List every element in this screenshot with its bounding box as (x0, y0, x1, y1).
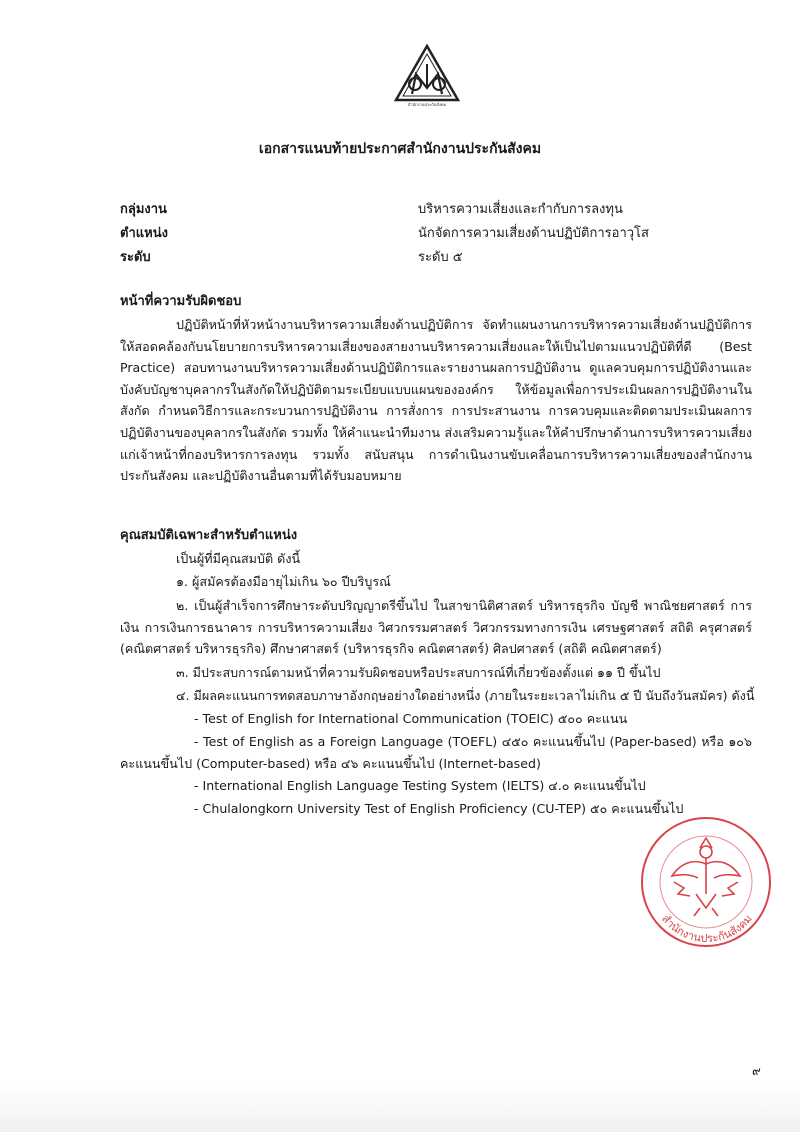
position-value: นักจัดการความเสี่ยงด้านปฏิบัติการอาวุโส (418, 226, 649, 241)
qualifications-intro: เป็นผู้ที่มีคุณสมบัติ ดังนี้ (176, 551, 301, 566)
svg-text:สำนักงานประกันสังคม (659, 912, 755, 945)
logo-caption: สำนักงานประกันสังคม (407, 102, 447, 107)
group-label: กลุ่มงาน (120, 202, 167, 217)
qualifications-heading: คุณสมบัติเฉพาะสำหรับตำแหน่ง (120, 528, 298, 543)
page-number: ๙ (752, 1064, 761, 1078)
ielts-requirement: - International English Language Testing System (IELTS) ๔.๐ คะแนนขึ้นไป (194, 778, 646, 793)
duties-text: ปฏิบัติหน้าที่หัวหน้างานบริหารความเสี่ยงด้านปฏิบัติการ จัดทำแผนงานการบริหารความเสี่ยงด้านปฏิบัติการให้สอดคล้องกับนโยบายการบริหารความเสี่ยงของสายงานบริหารความเสี่ยงและให้เป็นไปตามแนวปฏิบัติที่ดี (Best Practice) สอบทานงานบริหารความเสี่ยงด้านปฏิบัติการและรายงานผลการปฏิบัติงาน ดูแลควบคุมการปฏิบัติงานและบังคับบัญชาบุคลากรในสังกัดให้ปฏิบัติตามระเบียบแบบแผนขององค์กร ให้ข้อมูลเพื่อการประเมินผลการปฏิบัติงานในสังกัด กำหนดวิธีการและกระบวนการปฏิบัติงาน การสั่งการ การประสานงาน การควบคุมและติดตามประเมินผลการปฏิบัติงานของบุคลากรในสังกัด รวมทั้ง ให้คำแนะนำทีมงาน ส่งเสริมความรู้และให้คำปรึกษาด้านการบริหารความเสี่ยงแก่เจ้าหน้าที่กองบริหารการลงทุน รวมทั้ง สนับสนุน การดำเนินงานขับเคลื่อนการบริหารความเสี่ยงของสำนักงานประกันสังคม และปฏิบัติงานอื่นตามที่ได้รับมอบหมาย (120, 317, 752, 484)
toefl-requirement: - Test of English as a Foreign Language (TOEFL) ๔๕๐ คะแนนขึ้นไป (Paper-based) หรือ ๑๐๖ คะแนนขึ้นไป (Computer-based) หรือ ๔๖ คะแนนขึ้นไป (Internet-based) (120, 734, 752, 771)
group-row (120, 198, 720, 218)
level-label: ระดับ (120, 250, 151, 265)
document-title: เอกสารแนบท้ายประกาศสำนักงานประกันสังคม (258, 141, 542, 157)
duties-heading: หน้าที่ความรับผิดชอบ (120, 294, 242, 309)
group-value: บริหารความเสี่ยงและกำกับการลงทุน (418, 202, 623, 217)
page-bottom-shade (0, 1085, 800, 1132)
seal-text: สำนักงานประกันสังคม (659, 912, 755, 946)
toeic-requirement: - Test of English for International Communication (TOEIC) ๕๐๐ คะแนน (194, 711, 628, 726)
qualification-item-3: ๓. มีประสบการณ์ตามหน้าที่ความรับผิดชอบหรือประสบการณ์ที่เกี่ยวข้องตั้งแต่ ๑๑ ปี ขึ้นไป (176, 665, 661, 680)
garuda-seal-icon (636, 812, 776, 952)
qualification-item-1: ๑. ผู้สมัครต้องมีอายุไม่เกิน ๖๐ ปีบริบูรณ์ (176, 574, 391, 589)
position-row (120, 222, 720, 242)
qualification-item-4: ๔. มีผลคะแนนการทดสอบภาษาอังกฤษอย่างใดอย่างหนึ่ง (ภายในระยะเวลาไม่เกิน ๕ ปี นับถึงวันสมัคร) ดังนี้ (176, 688, 755, 703)
sso-logo-icon (394, 44, 460, 106)
position-label: ตำแหน่ง (120, 226, 168, 241)
qualification-item-2: ๒. เป็นผู้สำเร็จการศึกษาระดับปริญญาตรีขึ้นไป ในสาขานิติศาสตร์ บริหารธุรกิจ บัญชี พาณิชยศาสตร์ การเงิน การเงินการธนาคาร การบริหารความเสี่ยง วิศวกรรมศาสตร์ วิศวกรรมทางการเงิน เศรษฐศาสตร์ สถิติ ครุศาสตร์ (คณิตศาสตร์ บริหารธุรกิจ) ศึกษาศาสตร์ (บริหารธุรกิจ คณิตศาสตร์) ศิลปศาสตร์ (สถิติ คณิตศาสตร์) (120, 598, 752, 657)
level-row (120, 246, 720, 266)
cutep-requirement: - Chulalongkorn University Test of English Proficiency (CU-TEP) ๕๐ คะแนนขึ้นไป (194, 801, 684, 816)
level-value: ระดับ ๕ (418, 250, 463, 265)
